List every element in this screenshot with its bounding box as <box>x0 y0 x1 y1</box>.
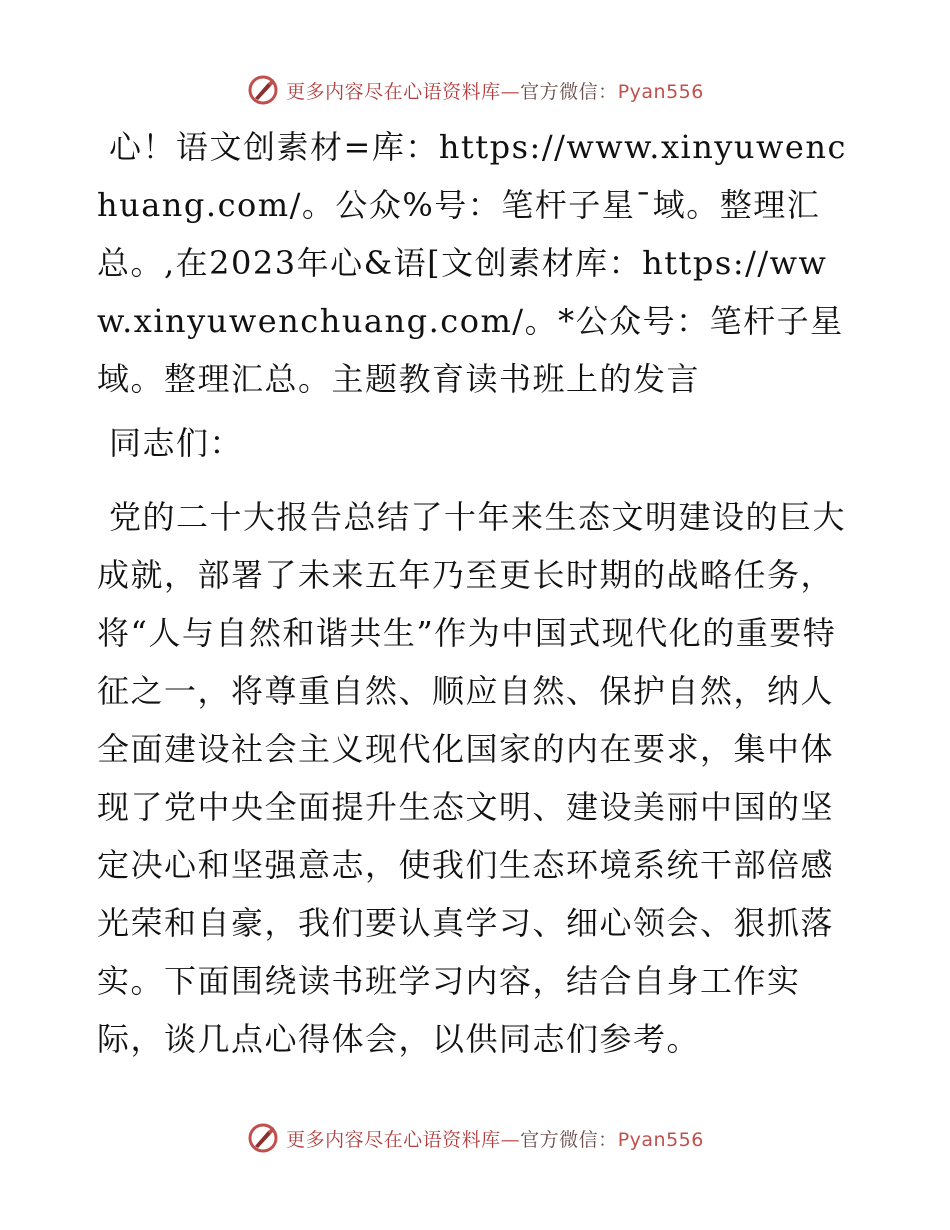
banner-text <box>286 1125 704 1152</box>
banner-wechat-label: 官方微信： <box>520 80 618 103</box>
banner-wechat-label: 官方微信： <box>520 1128 618 1151</box>
banner-prefix: 更多内容尽在心语资料库 <box>286 1128 501 1151</box>
main-paragraph: 党的二十大报告总结了十年来生态文明建设的巨大成就，部署了未来五年乃至更长时期的战略任务，将“人与自然和谐共生”作为中国式现代化的重要特征之一，将尊重自然、顺应自然、保护自然，纳人全面建设社会主义现代化国家的内在要求，集中体现了党中央全面提升生态文明、建设美丽中国的坚定决心和坚强意志，使我们生态环境系统干部倍感光荣和自豪，我们要认真学习、细心领会、狠抓落实。下面围绕读书班学习内容，结合自身工作实际，谈几点心得体会，以供同志们参考。 <box>97 498 847 1058</box>
intro-paragraph: 心！语文创素材=库：https://www.xinyuwenchuang.com/。公众%号：笔杆子星¯域。整理汇总。,在2023年心&语[文创素材库：https://www.xinyuwenchuang.com/。*公众号：笔杆子星域。整理汇总。主题教育读书班上的发言 <box>97 128 847 398</box>
banner-separator: — <box>500 80 521 103</box>
header-watermark-banner <box>0 70 950 110</box>
document-body <box>97 118 857 1068</box>
pen-logo-icon <box>246 1121 280 1155</box>
banner-wechat-id: Pyan556 <box>617 1128 704 1151</box>
greeting-paragraph: 同志们： <box>109 424 244 462</box>
pen-logo-icon <box>246 73 280 107</box>
footer-watermark-banner <box>0 1118 950 1158</box>
banner-prefix: 更多内容尽在心语资料库 <box>286 80 501 103</box>
banner-text <box>286 77 704 104</box>
banner-separator: — <box>500 1128 521 1151</box>
banner-wechat-id: Pyan556 <box>617 80 704 103</box>
